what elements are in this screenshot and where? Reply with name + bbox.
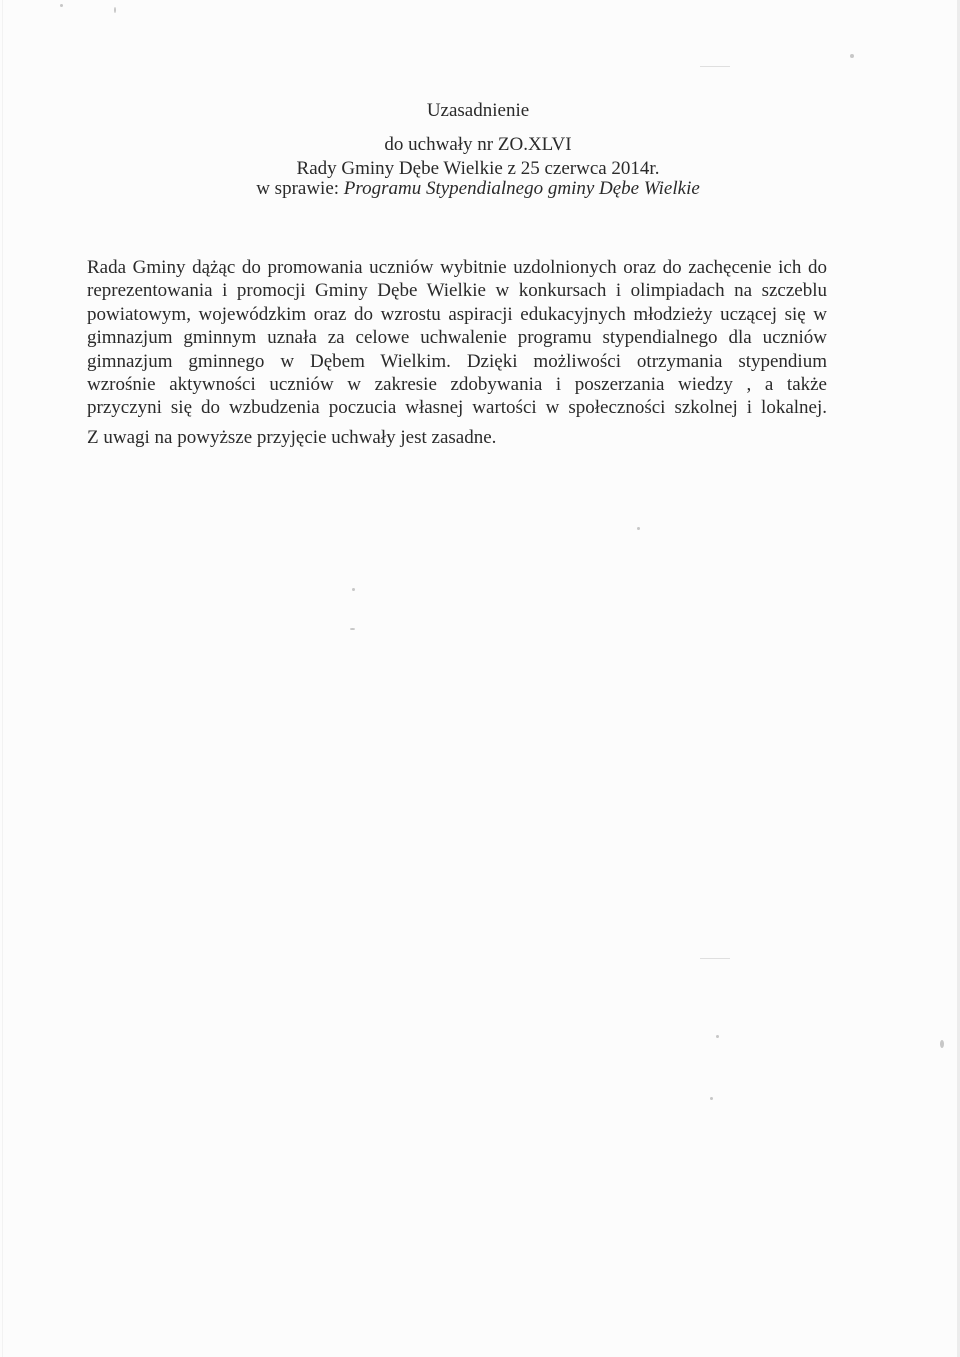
- paragraph-line: wzrośnie aktywności uczniów w zakresie zdobywania i poszerzania wiedzy , a także: [87, 374, 827, 396]
- paragraph-line: powiatowym, wojewódzkim oraz do wzrostu aspiracji edukacyjnych młodzieży uczącej się w: [87, 303, 827, 325]
- paragraph-line: gimnazjum gminnego w Dębem Wielkim. Dzięki możliwości otrzymania stypendium: [87, 350, 827, 372]
- scan-speck: [637, 527, 640, 530]
- subject-prefix: w sprawie:: [256, 178, 344, 199]
- scan-speck: [716, 1035, 719, 1038]
- scan-speck: [940, 1040, 944, 1048]
- paragraph-line: gimnazjum gminnym uznała za celowe uchwalenie programu stypendialnego dla uczniów: [87, 327, 827, 349]
- paragraph-line: przyczyni się do wzbudzenia poczucia własnej wartości w społeczności szkolnej i lokalnej.: [87, 397, 827, 419]
- subject-line: [0, 177, 958, 201]
- justification-body: [87, 256, 827, 449]
- paragraph-line: Rada Gminy dążąc do promowania uczniów wybitnie uzdolnionych oraz do zachęcenie ich do: [87, 257, 827, 278]
- subject-program-name: Programu Stypendialnego gminy Dębe Wielkie: [343, 178, 700, 199]
- document-header: [0, 99, 958, 201]
- scan-speck: [700, 958, 730, 959]
- scan-speck: [114, 7, 116, 13]
- scan-speck: [352, 588, 355, 591]
- paragraph-line: reprezentowania i promocji Gminy Dębe Wielkie w konkursach i olimpiadach na szczeblu: [87, 280, 827, 302]
- resolution-number: do uchwały nr ZO.XLVI: [384, 134, 572, 155]
- scan-speck: [850, 54, 854, 58]
- scan-speck: [700, 66, 730, 67]
- scan-speck: [710, 1097, 713, 1100]
- scan-speck: [350, 628, 355, 630]
- closing-sentence: Z uwagi na powyższe przyjęcie uchwały jest zasadne.: [87, 426, 497, 448]
- scan-speck: [60, 4, 63, 7]
- council-date-line: Rady Gminy Dębe Wielkie z 25 czerwca 2014r.: [296, 158, 660, 179]
- scan-edge-mark: [2, 0, 3, 1357]
- document-title: Uzasadnienie: [426, 100, 530, 121]
